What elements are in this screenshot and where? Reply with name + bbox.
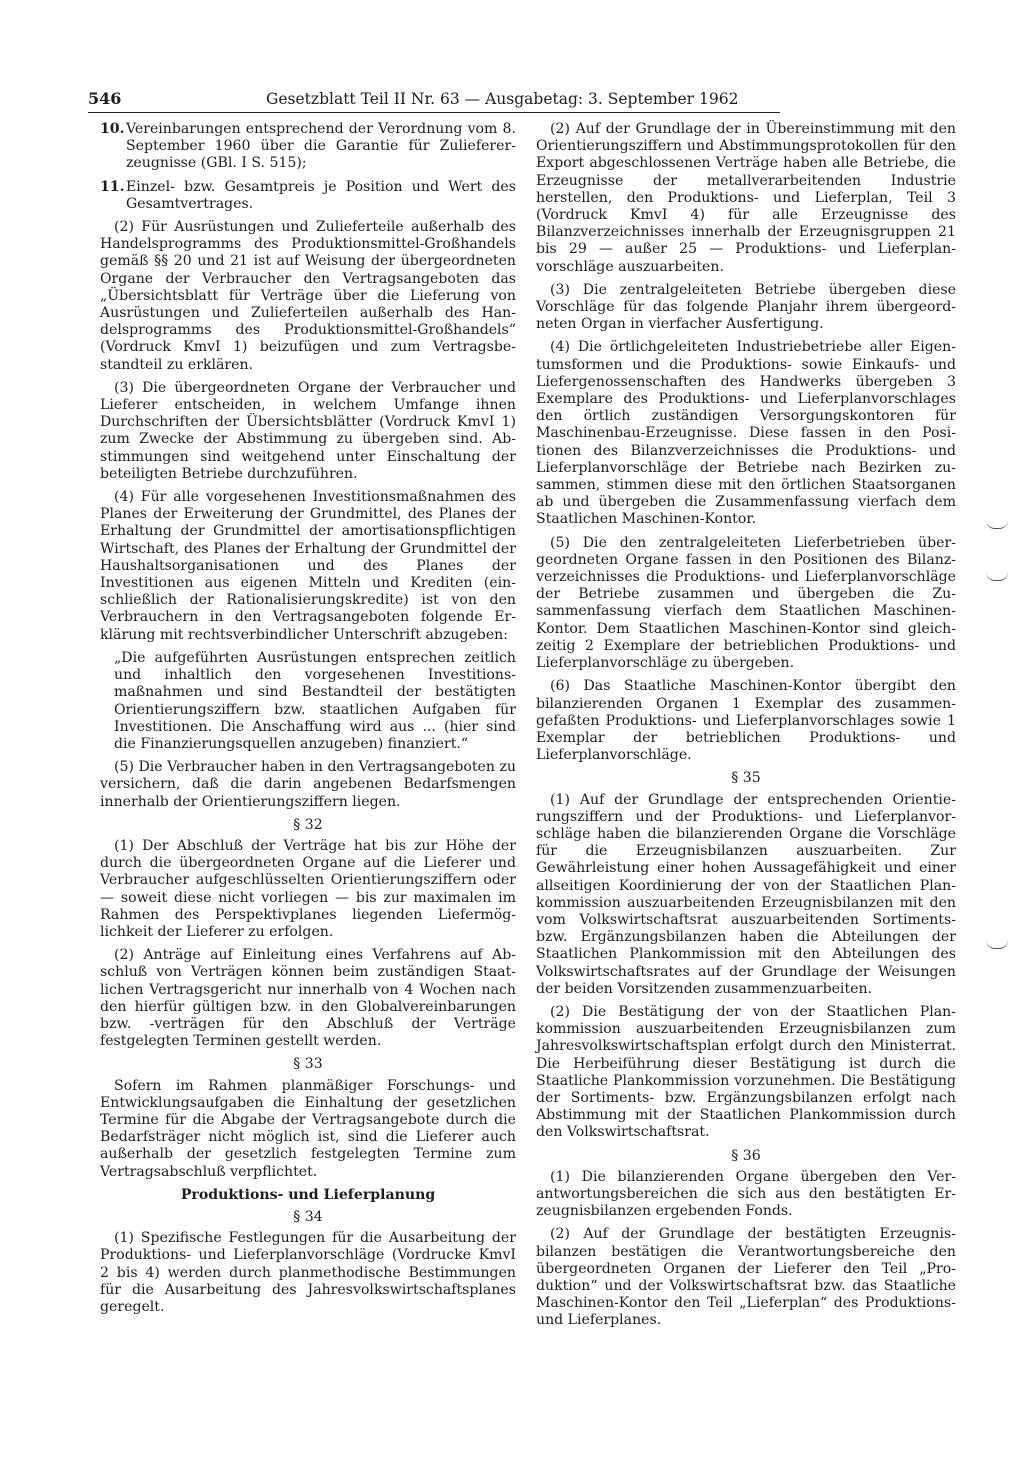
header-title: Gesetzblatt Teil II Nr. 63 — Ausgabetag: 3. September 1962 (266, 90, 739, 108)
page-number: 546 (88, 89, 122, 108)
paragraph: (1) Spezifische Festlegungen für die Ausarbeitung der Produktions- und Lieferplanvorschläge (Vordrucke KmvI 2 bis 4) werden durch planmethodische Bestimmungen für die Ausarbeitung des Jahresvolkswirtschaftsplanes geregelt. (100, 1230, 516, 1315)
header-rule (88, 112, 780, 113)
list-number: 10. (100, 121, 125, 137)
list-item-10 (100, 121, 516, 173)
list-text: Einzel- bzw. Gesamtpreis je Position und Wert des Gesamtvertrages. (126, 178, 516, 212)
declaration-quote: „Die aufgeführten Ausrüstungen entsprechen zeitlich und inhaltlich den vorgesehenen Investitionsmaßnahmen und sind Bestandteil der bestätigten Orientierungsziffern bzw. staatlichen Aufgaben für Investitionen. Die Anschaffung wird aus ... (hier sind die Finanzierungsquellen anzugeben) finanziert.“ (114, 649, 516, 752)
paragraph: (4) Die örtlichgeleiteten Industriebetriebe aller Eigentumsformen und die Produktions- sowie Einkaufs- und Liefergenossenschaften des Handwerks übergeben 3 Exemplare des Produktions- und Lieferplanvorschlages den örtlich zuständigen Versorgungskontoren für Maschinenbau-Erzeugnisse. Diese fassen in den Positionen des Bilanzverzeichnisses die Produktions- und Lieferplanvorschläge der Betriebe nach Bezirken zusammen, stimmen diese mit den örtlichen Staatsorganen ab und übergeben die Zusammenfassung vierfach dem Staatlichen Maschinen-Kontor. (536, 339, 956, 528)
list-number: 11. (100, 178, 125, 195)
paragraph: (2) Für Ausrüstungen und Zulieferteile außerhalb des Handelsprogramms des Produktionsmittel-Großhandels gemäß §§ 20 und 21 ist auf Weisung der übergeordneten Organe der Verbraucher den Vertragsangeboten das „Übersichtsblatt für Verträge über die Lieferung von Ausrüstungen und Zulieferteilen außerhalb des Handelsprogramms des Produktionsmittel-Großhandels“ (Vordruck KmvI 1) beizufügen und zum Vertragsbestandteil zu erklären. (100, 219, 516, 373)
paragraph: (3) Die zentralgeleiteten Betriebe übergeben diese Vorschläge für das folgende Planjahr ihrem übergeordneten Organ in vierfacher Ausfertigung. (536, 281, 956, 333)
right-column (536, 121, 956, 1336)
list-text: Vereinbarungen entsprechend der Verordnung vom 8. September 1960 über die Garantie für Zuliefererzeugnisse (GBl. I S. 515); (126, 121, 516, 172)
section-heading-36: § 36 (731, 1147, 761, 1164)
paragraph: (6) Das Staatliche Maschinen-Kontor übergibt den bilanzierenden Organen 1 Exemplar des zusammengefaßten Produktions- und Lieferplanvorschlages sowie 1 Exemplar der betrieblichen Produktions- und Lieferplanvorschläge. (536, 678, 956, 764)
left-column (100, 121, 516, 1322)
section-heading-33: § 33 (293, 1056, 323, 1073)
paragraph: (2) Anträge auf Einleitung eines Verfahrens auf Abschluß von Verträgen können beim zuständigen Staatlichen Vertragsgericht nur innerhalb von 4 Wochen nach den hierfür gültigen bzw. in den Globalvereinbarungen bzw. -verträgen für den Abschluß der Verträge festgelegten Terminen gestellt werden. (100, 947, 516, 1050)
paragraph: (4) Für alle vorgesehenen Investitionsmaßnahmen des Planes der Erweiterung der Grundmittel, des Planes der Erhaltung der Grundmittel der amortisationspflichtigen Wirtschaft, des Planes der Erhaltung der Grundmittel der Haushaltsorganisationen und des Planes der Investitionen aus eigenen Mitteln und Krediten (einschließlich der Rationalisierungskredite) ist von den Verbrauchern in den Vertragsangeboten folgende Erklärung mit rechtsverbindlicher Unterschrift abzugeben: (100, 489, 516, 643)
section-heading-32: § 32 (293, 816, 323, 833)
page-header (88, 88, 788, 110)
subheading: Produktions- und Lieferplanung (180, 1186, 436, 1203)
paragraph: (2) Die Bestätigung der von der Staatlichen Plankommission auszuarbeitenden Erzeugnisbilanzen zum Jahresvolkswirtschaftsplan erfolgt durch den Ministerrat. Die Herbeiführung dieser Bestätigung ist durch die Staatliche Plankommission vorzunehmen. Die Bestätigung der Sortiments- bzw. Ergänzungsbilanzen erfolgt nach Abstimmung mit der Staatlichen Plankommission durch den Volkswirtschaftsrat. (536, 1003, 956, 1141)
paragraph: (3) Die übergeordneten Organe der Verbraucher und Lieferer entscheiden, in welchem Umfange ihnen Durchschriften der Übersichtsblätter (Vordruck KmvI 1) zum Zwecke der Abstimmung zu übergeben sind. Abstimmungen sind weitgehend unter Einschaltung der beteiligten Betriebe durchzuführen. (100, 379, 516, 482)
section-heading-34: § 34 (293, 1208, 323, 1225)
paragraph: (1) Auf der Grundlage der entsprechenden Orientierungsziffern und der Produktions- und Lieferplanvorschläge haben die bilanzierenden Organe die Vorschläge für die Erzeugnisbilanzen auszuarbeiten. Zur Gewährleistung einer hohen Aussagefähigkeit und einer allseitigen Koordinierung der von der Staatlichen Plankommission auszuarbeitenden Erzeugnisbilanzen mit den vom Volkswirtschaftsrat auszuarbeitenden Sortiments- bzw. Ergänzungsbilanzen haben die Abteilungen der Staatlichen Plankommission mit den Abteilungen des Volkswirtschaftsrates auf der Grundlage der Weisungen der beiden Vorsitzenden zusammenzuarbeiten. (536, 791, 956, 997)
margin-mark (986, 520, 1008, 529)
paragraph: (1) Die bilanzierenden Organe übergeben den Verantwortungsbereichen die sich aus den bestätigten Erzeugnisbilanzen ergebenden Fonds. (536, 1168, 956, 1220)
margin-mark (986, 572, 1008, 581)
paragraph: (2) Auf der Grundlage der bestätigten Erzeugnisbilanzen bestätigen die Verantwortungsbereiche den übergeordneten Organen der Lieferer den Teil „Produktion“ und der Volkswirtschaftsrat bzw. das Staatliche Maschinen-Kontor den Teil „Lieferplan“ des Produktions- und Lieferplanes. (536, 1226, 956, 1329)
paragraph: (2) Auf der Grundlage der in Übereinstimmung mit den Orientierungsziffern und Abstimmungsprotokollen für den Export abgeschlossenen Verträge haben alle Betriebe, die Erzeugnisse der metallverarbeitenden Industrie herstellen, den Produktions- und Lieferplan, Teil 3 (Vordruck KmvI 4) für alle Erzeugnisse des Bilanzverzeichnisses innerhalb der Erzeugnisgruppen 21 bis 29 — außer 25 — Produktions- und Lieferplanvorschläge auszuarbeiten. (536, 121, 956, 275)
paragraph: (5) Die den zentralgeleiteten Lieferbetrieben übergeordneten Organe fassen in den Positionen des Bilanzverzeichnisses die Produktions- und Lieferplanvorschläge der Betriebe zusammen und übergeben die Zusammenfassung vierfach dem Staatlichen Maschinen-Kontor. Dem Staatlichen Maschinen-Kontor sind gleichzeitig 2 Exemplare der betrieblichen Produktions- und Lieferplanvorschläge zu übergeben. (536, 534, 956, 672)
paragraph: (1) Der Abschluß der Verträge hat bis zur Höhe der durch die übergeordneten Organe auf die Lieferer und Verbraucher aufgeschlüsselten Orientierungsziffern oder — soweit diese nicht vorliegen — bis zur maximalen im Rahmen des Perspektivplanes liegenden Liefermöglichkeit der Lieferer zu erfolgen. (100, 837, 516, 940)
paragraph: Sofern im Rahmen planmäßiger Forschungs- und Entwicklungsaufgaben die Einhaltung der gesetzlichen Termine für die Abgabe der Vertragsangebote durch die Bedarfsträger nicht möglich ist, sind die Lieferer auch außerhalb der gesetzlich festgelegten Termine zum Vertragsabschluß verpflichtet. (100, 1077, 516, 1180)
section-heading-35: § 35 (731, 770, 761, 787)
paragraph: (5) Die Verbraucher haben in den Vertragsangeboten zu versichern, daß die darin angebenen Bedarfsmengen innerhalb der Orientierungsziffern liegen. (100, 759, 516, 810)
list-item-11 (100, 179, 516, 213)
margin-mark (986, 940, 1008, 949)
